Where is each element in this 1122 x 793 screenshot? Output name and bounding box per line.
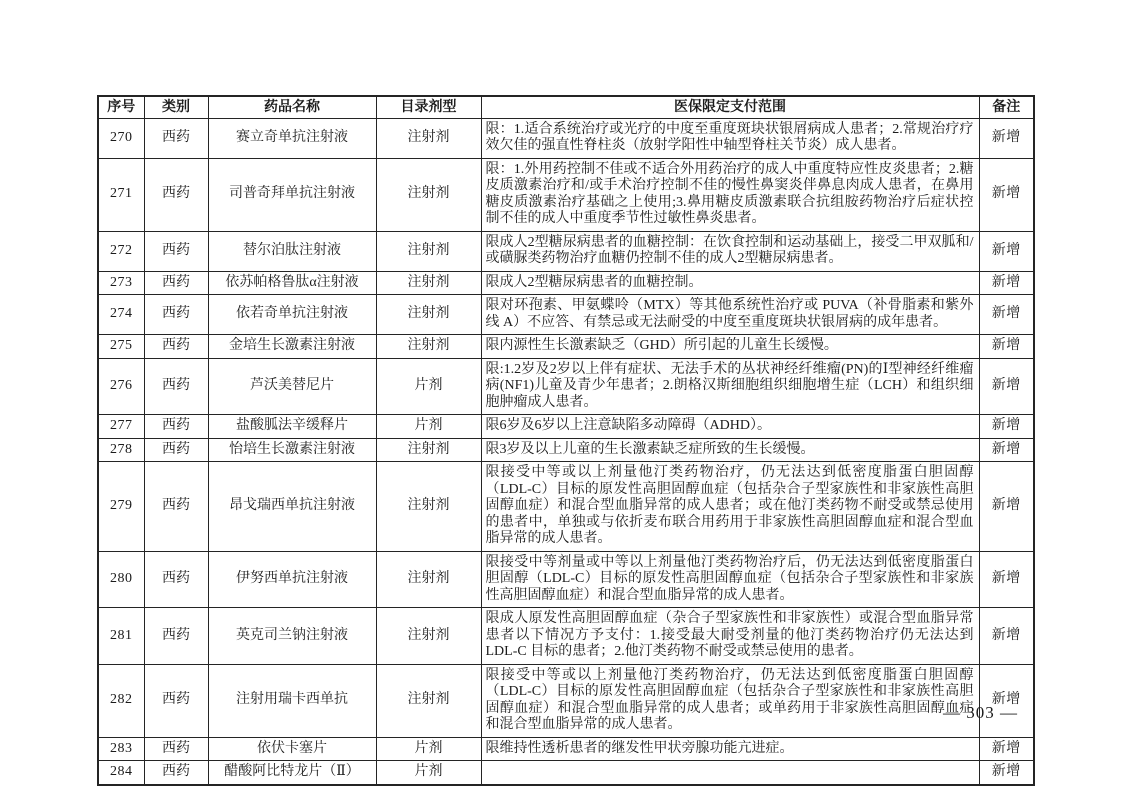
cell-category: 西药 [144,438,208,462]
cell-scope: 限维持性透析患者的继发性甲状旁腺功能亢进症。 [481,737,979,761]
cell-note: 新增 [979,761,1034,785]
page-number: — 303 — [943,703,1018,722]
cell-form: 注射剂 [376,271,481,295]
cell-category: 西药 [144,415,208,439]
cell-name: 昂戈瑞西单抗注射液 [208,462,376,552]
cell-no: 271 [98,158,144,231]
cell-form: 注射剂 [376,462,481,552]
cell-scope: 限内源性生长激素缺乏（GHD）所引起的儿童生长缓慢。 [481,335,979,359]
drug-table-body [98,118,1034,785]
header-note: 备注 [979,96,1034,118]
cell-note: 新增 [979,664,1034,737]
cell-scope: 限成人2型糖尿病患者的血糖控制。 [481,271,979,295]
cell-no: 277 [98,415,144,439]
cell-name: 伊努西单抗注射液 [208,551,376,608]
table-row [98,761,1034,785]
cell-category: 西药 [144,761,208,785]
cell-form: 注射剂 [376,335,481,359]
cell-scope: 限:1.2岁及2岁以上伴有症状、无法手术的丛状神经纤维瘤(PN)的Ⅰ型神经纤维瘤病(NF1)儿童及青少年患者；2.朗格汉斯细胞组织细胞增生症（LCH）和组织细胞肿瘤成人患者。 [481,358,979,415]
cell-name: 盐酸胍法辛缓释片 [208,415,376,439]
header-payment-scope: 医保限定支付范围 [481,96,979,118]
cell-no: 279 [98,462,144,552]
cell-note: 新增 [979,608,1034,665]
cell-category: 西药 [144,608,208,665]
cell-no: 282 [98,664,144,737]
cell-no: 272 [98,231,144,271]
cell-no: 281 [98,608,144,665]
cell-category: 西药 [144,118,208,158]
table-row [98,438,1034,462]
cell-scope: 限对环孢素、甲氨蝶呤（MTX）等其他系统性治疗或 PUVA（补骨脂素和紫外线 A）不应答、有禁忌或无法耐受的中度至重度斑块状银屑病的成年患者。 [481,295,979,335]
cell-no: 284 [98,761,144,785]
cell-name: 怡培生长激素注射液 [208,438,376,462]
cell-name: 依苏帕格鲁肽α注射液 [208,271,376,295]
cell-name: 注射用瑞卡西单抗 [208,664,376,737]
cell-note: 新增 [979,438,1034,462]
cell-category: 西药 [144,335,208,359]
cell-category: 西药 [144,358,208,415]
table-row [98,335,1034,359]
cell-note: 新增 [979,295,1034,335]
cell-category: 西药 [144,295,208,335]
cell-name: 醋酸阿比特龙片（Ⅱ） [208,761,376,785]
cell-scope: 限6岁及6岁以上注意缺陷多动障碍（ADHD）。 [481,415,979,439]
cell-scope: 限成人2型糖尿病患者的血糖控制：在饮食控制和运动基础上，接受二甲双胍和/或磺脲类药物治疗血糖仍控制不佳的成人2型糖尿病患者。 [481,231,979,271]
cell-no: 270 [98,118,144,158]
cell-note: 新增 [979,462,1034,552]
cell-name: 替尔泊肽注射液 [208,231,376,271]
table-row [98,231,1034,271]
cell-name: 司普奇拜单抗注射液 [208,158,376,231]
cell-scope: 限：1.外用药控制不佳或不适合外用药治疗的成人中重度特应性皮炎患者；2.糖皮质激素治疗和/或手术治疗控制不佳的慢性鼻窦炎伴鼻息肉成人患者，在鼻用糖皮质激素治疗基础之上使用;3.鼻用糖皮质激素联合抗组胺药物治疗后症状控制不佳的成人中重度季节性过敏性鼻炎患者。 [481,158,979,231]
table-row [98,118,1034,158]
cell-note: 新增 [979,118,1034,158]
cell-form: 片剂 [376,415,481,439]
table-row [98,415,1034,439]
cell-form: 注射剂 [376,664,481,737]
cell-category: 西药 [144,551,208,608]
table-header-row [98,96,1034,118]
cell-no: 283 [98,737,144,761]
cell-note: 新增 [979,737,1034,761]
header-no: 序号 [98,96,144,118]
cell-no: 276 [98,358,144,415]
cell-note: 新增 [979,231,1034,271]
cell-note: 新增 [979,271,1034,295]
cell-no: 274 [98,295,144,335]
table-row [98,271,1034,295]
table-row [98,737,1034,761]
cell-no: 278 [98,438,144,462]
cell-form: 注射剂 [376,231,481,271]
cell-category: 西药 [144,271,208,295]
header-category: 类别 [144,96,208,118]
cell-category: 西药 [144,231,208,271]
cell-category: 西药 [144,158,208,231]
cell-category: 西药 [144,737,208,761]
cell-form: 注射剂 [376,158,481,231]
cell-category: 西药 [144,462,208,552]
cell-form: 注射剂 [376,551,481,608]
cell-no: 280 [98,551,144,608]
cell-scope: 限接受中等或以上剂量他汀类药物治疗，仍无法达到低密度脂蛋白胆固醇（LDL-C）目标的原发性高胆固醇血症（包括杂合子型家族性和非家族性高胆固醇血症）和混合型血脂异常的成人患者；或在他汀类药物不耐受或禁忌使用的患者中，单独或与依折麦布联合用药用于非家族性高胆固醇血症和混合型血脂异常的成人患者。 [481,462,979,552]
cell-no: 273 [98,271,144,295]
table-row [98,664,1034,737]
table-row [98,551,1034,608]
cell-name: 依伏卡塞片 [208,737,376,761]
table-row [98,158,1034,231]
cell-scope [481,761,979,785]
cell-name: 金培生长激素注射液 [208,335,376,359]
cell-scope: 限：1.适合系统治疗或光疗的中度至重度斑块状银屑病成人患者；2.常规治疗疗效欠佳的强直性脊柱炎（放射学阳性中轴型脊柱关节炎）成人患者。 [481,118,979,158]
cell-no: 275 [98,335,144,359]
cell-note: 新增 [979,335,1034,359]
cell-form: 片剂 [376,737,481,761]
cell-note: 新增 [979,415,1034,439]
cell-scope: 限成人原发性高胆固醇血症（杂合子型家族性和非家族性）或混合型血脂异常患者以下情况方予支付：1.接受最大耐受剂量的他汀类药物治疗仍无法达到 LDL-C 目标的患者；2.他汀类药物不耐受或禁忌使用的患者。 [481,608,979,665]
cell-form: 片剂 [376,358,481,415]
cell-form: 注射剂 [376,438,481,462]
header-drug-name: 药品名称 [208,96,376,118]
table-row [98,295,1034,335]
cell-name: 依若奇单抗注射液 [208,295,376,335]
table-row [98,462,1034,552]
header-dosage-form: 目录剂型 [376,96,481,118]
cell-scope: 限3岁及以上儿童的生长激素缺乏症所致的生长缓慢。 [481,438,979,462]
cell-scope: 限接受中等剂量或中等以上剂量他汀类药物治疗后，仍无法达到低密度脂蛋白胆固醇（LDL-C）目标的原发性高胆固醇血症（包括杂合子型家族性和非家族性高胆固醇血症）和混合型血脂异常的成人患者。 [481,551,979,608]
cell-form: 片剂 [376,761,481,785]
cell-note: 新增 [979,358,1034,415]
cell-name: 赛立奇单抗注射液 [208,118,376,158]
table-row [98,608,1034,665]
cell-form: 注射剂 [376,608,481,665]
table-row [98,358,1034,415]
cell-name: 芦沃美替尼片 [208,358,376,415]
table-sheet [97,95,1033,786]
cell-category: 西药 [144,664,208,737]
cell-name: 英克司兰钠注射液 [208,608,376,665]
cell-scope: 限接受中等或以上剂量他汀类药物治疗，仍无法达到低密度脂蛋白胆固醇（LDL-C）目标的原发性高胆固醇血症（包括杂合子型家族性和非家族性高胆固醇血症）和混合型血脂异常的成人患者；或单药用于非家族性高胆固醇血症和混合型血脂异常的成人患者。 [481,664,979,737]
drug-table [97,95,1035,786]
cell-form: 注射剂 [376,118,481,158]
cell-note: 新增 [979,551,1034,608]
cell-form: 注射剂 [376,295,481,335]
cell-note: 新增 [979,158,1034,231]
